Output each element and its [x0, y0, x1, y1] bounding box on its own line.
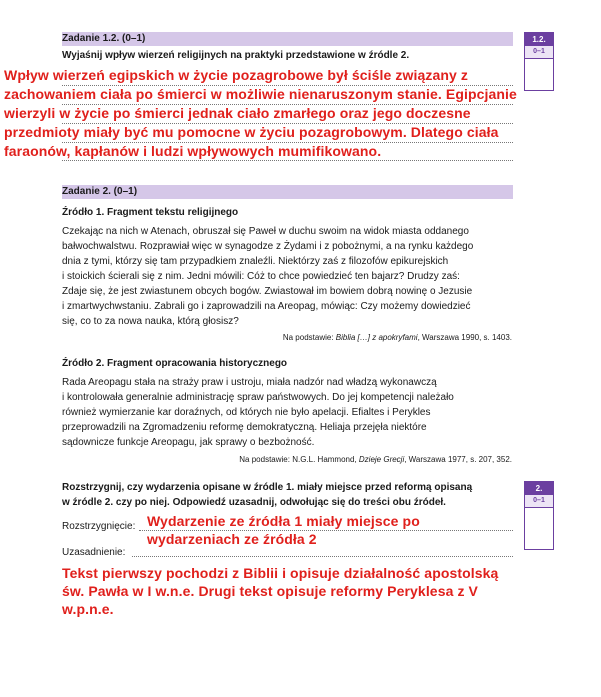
source-text-line: Rada Areopagu stała na straży praw i ustroju, miała nadzór nad władzą wykonawczą [62, 377, 437, 388]
answer-text-line: św. Pawła w I w.n.e. Drugi tekst opisuje reformy Peryklesa z V [62, 583, 478, 599]
task-1-2-title: Zadanie 1.2. (0–1) [62, 33, 146, 44]
source-text-line: dnia z tymi, którzy się tam przypadkiem znaleźli. Niektórzy zaś z filozofów epikurejskich [62, 256, 449, 267]
task-1-2-handwritten-answer[interactable] [4, 66, 517, 161]
source-text-line: przeprowadzili na Zgromadzeniu reformę demokratyczną. Heliaja przejęła niektóre [62, 422, 427, 433]
source-text-line: bałwochwalstwu. Rozprawiał więc w synagodze z Żydami i z pobożnymi, a na rynku każdego [62, 241, 474, 252]
source-1-heading: Źródło 1. Fragment tekstu religijnego [62, 207, 239, 218]
answer-text-line: wierzyli w życie po śmierci jednak ciało zmarłego oraz jego doczesne [4, 105, 471, 121]
citation-prefix: Na podstawie: N.G.L. Hammond, [239, 455, 359, 464]
source-text-line: i kontrolowała generalnie administrację spraw państwowych. Do jej kompetencji należało [62, 392, 454, 403]
task-2-question [62, 480, 472, 510]
justification-handwritten-answer[interactable] [62, 564, 498, 618]
source-text-line: również wymierzanie kar doraźnych, od których nie było apelacji. Efialtes i Perykles [62, 407, 431, 418]
source-2-text [62, 375, 454, 450]
citation-title: Dzieje Grecji [358, 455, 405, 464]
source-text-line: się, co to za nowa nauka, którą głosisz? [62, 316, 239, 327]
task-2-score-box[interactable] [524, 481, 554, 550]
source-text-line: Czekając na nich w Atenach, obruszał się Paweł w duchu swoim na widok miasta oddanego [62, 226, 469, 237]
citation-suffix: , Warszawa 1990, s. 1403. [417, 333, 512, 342]
task-2-score-range: 0–1 [525, 495, 553, 508]
question-line: Rozstrzygnij, czy wydarzenia opisane w źródle 1. miały miejsce przed reformą opisaną [62, 482, 473, 493]
citation-prefix: Na podstawie: [282, 333, 336, 342]
decision-label: Rozstrzygnięcie: [62, 521, 136, 532]
task-1-2-score-box[interactable] [524, 32, 554, 91]
decision-handwritten-answer[interactable] [147, 512, 420, 548]
justification-label: Uzasadnienie: [62, 547, 126, 558]
source-text-line: Zdaje się, że jest zwiastunem obcych bogów. Zwiastował im bowiem dobrą nowinę o Jezusie [62, 286, 473, 297]
source-2-heading: Źródło 2. Fragment opracowania historycznego [62, 358, 288, 369]
answer-text-line: faraonów, kapłanów i ludzi wpływowych mumifikowano. [4, 143, 382, 159]
task-2-title: Zadanie 2. (0–1) [62, 186, 138, 197]
answer-text-line: Tekst pierwszy pochodzi z Biblii i opisuje działalność apostolską [62, 565, 499, 581]
citation-suffix: , Warszawa 1977, s. 207, 352. [404, 455, 512, 464]
answer-text-line: w.p.n.e. [62, 601, 114, 617]
answer-text-line: przedmioty miały być mu pomocne w życiu pozagrobowym. Dlatego ciała [4, 124, 499, 140]
answer-text-line: Wydarzenie ze źródła 1 miały miejsce po [147, 513, 420, 529]
source-text-line: i zmartwychwstaniu. Zabrali go i zaprowadzili na Areopag, mówiąc: Czy możemy dowiedzieć [62, 301, 471, 312]
justification-answer-line [132, 556, 513, 557]
task-1-2-instruction: Wyjaśnij wpływ wierzeń religijnych na praktyki przedstawione w źródle 2. [62, 50, 410, 61]
citation-title: Biblia […] z apokryfami [335, 333, 418, 342]
task-2-score-label: 2. [525, 482, 553, 495]
question-line: w źródle 2. czy po niej. Odpowiedź uzasadnij, odwołując się do treści obu źródeł. [62, 497, 446, 508]
task-1-2-score-label: 1.2. [525, 33, 553, 46]
source-text-line: sądownicze funkcje Areopagu, jak sprawy o bezbożność. [62, 437, 315, 448]
source-1-text [62, 224, 473, 329]
answer-text-line: wydarzeniach ze źródła 2 [147, 531, 317, 547]
task-1-2-score-range: 0–1 [525, 46, 553, 59]
source-text-line: i stoickich ścierali się z nim. Jedni mówili: Cóż to chce powiedzieć ten bajarz? Drudzy zaś: [62, 271, 460, 282]
source-2-citation [239, 455, 512, 464]
answer-text-line: zachowaniem ciała po śmierci w możliwie nienaruszonym stanie. Egipcjanie [4, 86, 517, 102]
answer-text-line: Wpływ wierzeń egipskich w życie pozagrobowe był ściśle związany z [4, 67, 468, 83]
source-1-citation [283, 333, 512, 342]
